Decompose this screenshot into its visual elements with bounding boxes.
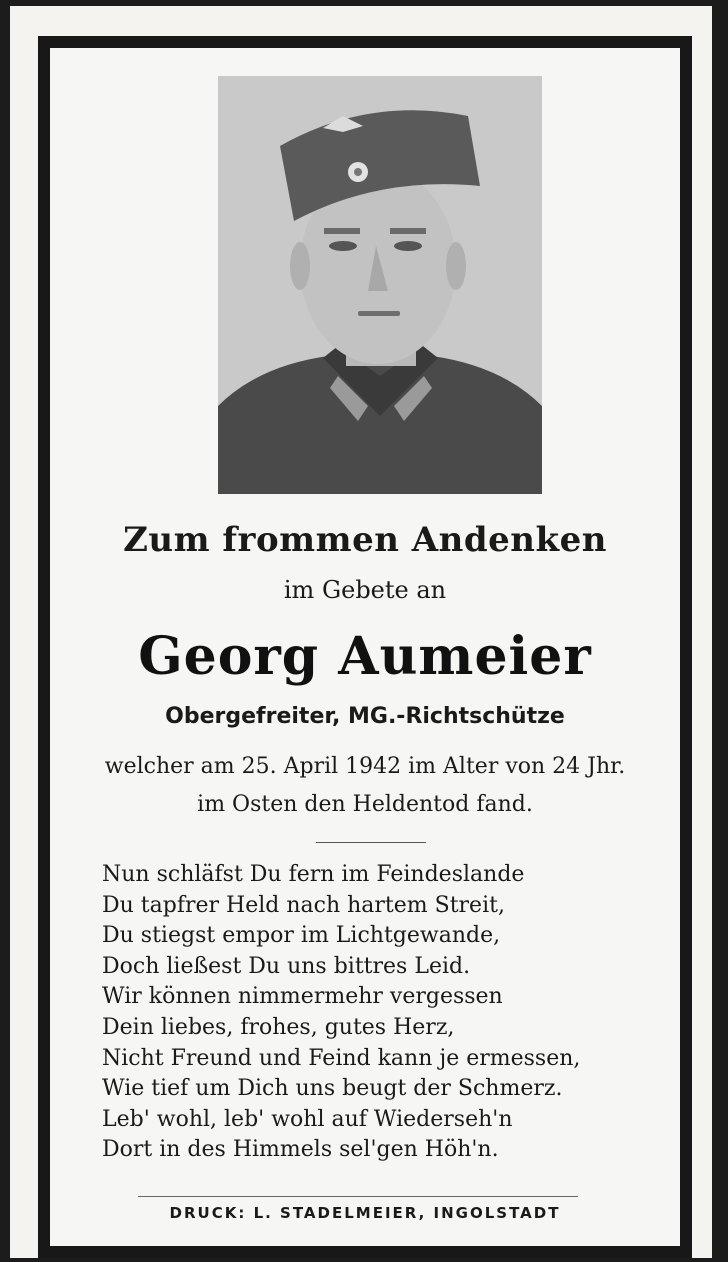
poem-line: Du tapfrer Held nach hartem Streit,: [102, 892, 505, 918]
poem-line: Dort in des Himmels sel'gen Höh'n.: [102, 1137, 499, 1163]
poem-line: Wir können nimmermehr vergessen: [102, 984, 503, 1010]
soldier-portrait-photo: [218, 76, 542, 494]
memorial-poem: [102, 860, 662, 1166]
poem-line: Wie tief um Dich uns beugt der Schmerz.: [102, 1076, 563, 1102]
divider-line: [316, 842, 426, 843]
poem-line: Dein liebes, frohes, gutes Herz,: [102, 1014, 455, 1040]
deceased-name: Georg Aumeier: [138, 626, 592, 687]
printer-divider-line: [138, 1196, 578, 1197]
memorial-heading: Zum frommen Andenken: [123, 520, 607, 560]
military-rank: Obergefreiter, MG.-Richtschütze: [165, 704, 565, 729]
memorial-subheading: im Gebete an: [283, 576, 447, 604]
death-details-line: welcher am 25. April 1942 im Alter von 24 Jhr.: [104, 754, 626, 779]
poem-line: Nun schläfst Du fern im Feindeslande: [102, 862, 525, 887]
poem-line: Nicht Freund und Feind kann je ermessen,: [102, 1045, 581, 1071]
death-place-line: im Osten den Heldentod fand.: [197, 792, 533, 817]
poem-line: Du stiegst empor im Lichtgewande,: [102, 923, 501, 949]
printer-imprint: DRUCK: L. STADELMEIER, INGOLSTADT: [169, 1204, 561, 1222]
memorial-card: [10, 6, 712, 1258]
black-border-frame: [38, 36, 692, 1258]
poem-line: Leb' wohl, leb' wohl auf Wiederseh'n: [102, 1106, 513, 1132]
poem-line: Doch ließest Du uns bittres Leid.: [102, 953, 471, 979]
